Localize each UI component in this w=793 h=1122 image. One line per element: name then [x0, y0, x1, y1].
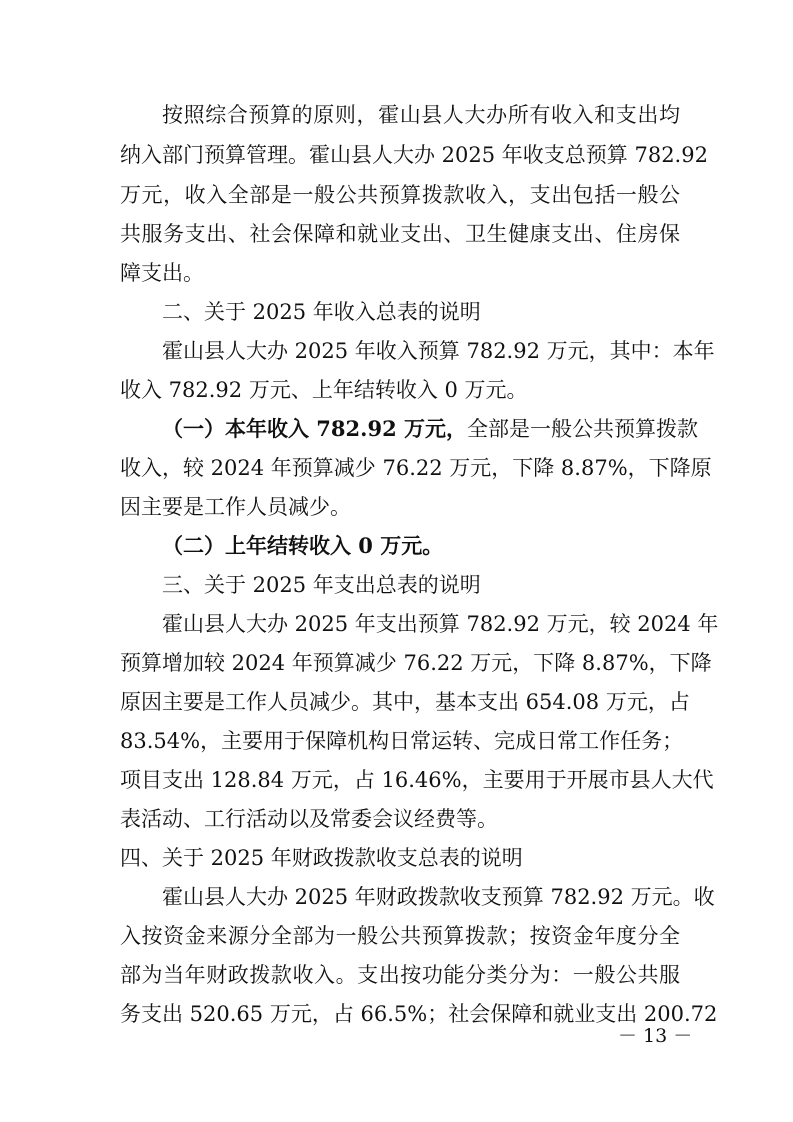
section-heading: 四、关于 2025 年财政拨款收支总表的说明 [120, 846, 523, 870]
subheading-bold: （二）上年结转收入 0 万元。 [162, 533, 444, 558]
paragraph-line [162, 414, 698, 444]
paragraph-line: 项目支出 128.84 万元，占 16.46%，主要用于开展市县人大代 [120, 768, 714, 792]
paragraph-line: 收入 782.92 万元、上年结转收入 0 万元。 [120, 378, 528, 402]
paragraph-line: 入按资金来源分全部为一般公共预算拨款；按资金年度分全 [120, 924, 680, 948]
paragraph-line: 障支出。 [120, 261, 204, 285]
paragraph-line: 预算增加较 2024 年预算减少 76.22 万元，下降 8.87%，下降 [120, 651, 712, 675]
paragraph-line: 共服务支出、社会保障和就业支出、卫生健康支出、住房保 [120, 222, 680, 246]
paragraph-line: 纳入部门预算管理。霍山县人大办 2025 年收支总预算 782.92 [120, 143, 708, 167]
paragraph-line: 万元，收入全部是一般公共预算拨款收入，支出包括一般公 [120, 183, 680, 207]
paragraph-line: 83.54%，主要用于保障机构日常运转、完成日常工作任务； [120, 729, 684, 753]
paragraph-line: 因主要是工作人员减少。 [120, 495, 351, 519]
paragraph-text: 全部是一般公共预算拨款 [467, 417, 698, 441]
paragraph-line: 霍山县人大办 2025 年收入预算 782.92 万元，其中：本年 [162, 339, 715, 363]
section-heading: 二、关于 2025 年收入总表的说明 [162, 300, 481, 324]
section-heading: 三、关于 2025 年支出总表的说明 [162, 573, 481, 597]
paragraph-line: 部为当年财政拨款收入。支出按功能分类分为：一般公共服 [120, 963, 680, 987]
paragraph-line: 按照综合预算的原则，霍山县人大办所有收入和支出均 [162, 103, 680, 127]
paragraph-line: 务支出 520.65 万元，占 66.5%；社会保障和就业支出 200.72 [120, 1002, 718, 1026]
subheading-bold: （一）本年收入 782.92 万元， [162, 416, 467, 441]
paragraph-line: 表活动、工行活动以及常委会议经费等。 [120, 807, 498, 831]
page-number: － 13 － [618, 1025, 693, 1047]
paragraph-line: 霍山县人大办 2025 年支出预算 782.92 万元，较 2024 年 [162, 612, 719, 636]
paragraph-line: 霍山县人大办 2025 年财政拨款收支预算 782.92 万元。收 [162, 885, 715, 909]
paragraph-line: 收入，较 2024 年预算减少 76.22 万元，下降 8.87%，下降原 [120, 456, 712, 480]
paragraph-line: 原因主要是工作人员减少。其中，基本支出 654.08 万元，占 [120, 690, 690, 714]
